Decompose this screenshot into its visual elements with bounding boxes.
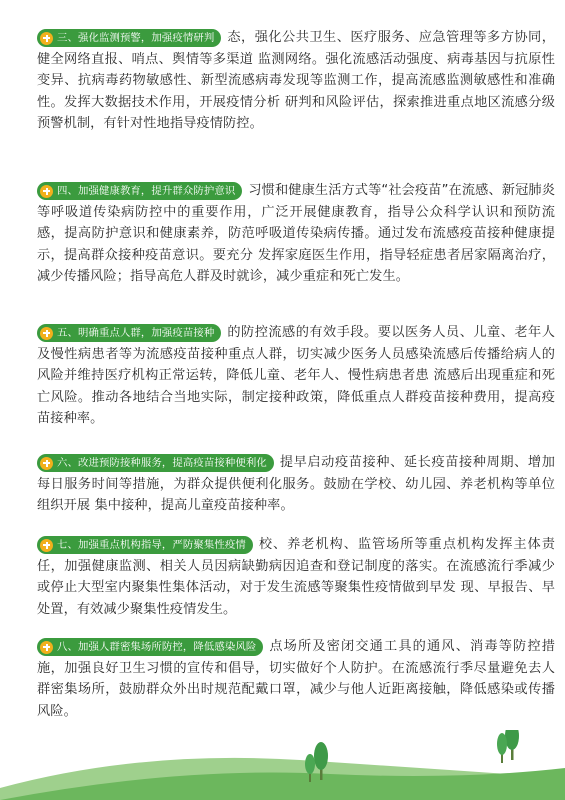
section-7-heading-tag xyxy=(37,536,253,554)
section-4-text: 习惯和健康生活方式等“社会疫苗”在流感、新冠肺炎等呼吸道传染病防控中的重要作用，广泛开展健康教育，指导公众科学认识和预防流感，提高防护意识和健康素养，防范呼吸道传染病传播。通过发布流感疫苗接种健康提示，提高群众接种疫苗意识。要充分 发挥家庭医生作用，指导轻症患者居家隔离治疗，减少传播风险；指导高危人群及时就诊，减少重症和死亡发生。 xyxy=(37,183,555,285)
section-3 xyxy=(37,27,555,135)
section-5-text: 的防控流感的有效手段。要以医务人员、儿童、老年人及慢性病患者等为流感疫苗接种重点人群，切实减少医务人员感染流感后传播给病人的风险并维持医疗机构正常运转，降低儿童、老年人、慢性病患者患 流感后出现重症和死亡风险。推动各地结合当地实际，制定接种政策，降低重点人群疫苗接种费用，提高疫苗接种率。 xyxy=(37,325,555,427)
section-5-heading: 五、明确重点人群，加强疫苗接种 xyxy=(57,327,215,339)
tree-icon xyxy=(505,730,519,760)
section-7-text: 校、养老机构、监管场所等重点机构发挥主体责任，加强健康监测、相关人员因病缺勤病因追查和登记制度的落实。在流感流行季减少或停止大型室内聚集性集体活动，对于发生流感等聚集性疫情做到早发 现、早报告、早处置，有效减少聚集性疫情发生。 xyxy=(37,537,555,617)
section-5 xyxy=(37,322,555,430)
section-3-text: 态，强化公共卫生、医疗服务、应急管理等多方协同，健全网络直报、哨点、舆情等多渠道 监测网络。强化流感活动强度、病毒基因与抗原性变异、抗病毒药物敏感性、新型流感病毒发现等监测工作，提高流感监测敏感性和准确性。发挥大数据技术作用，开展疫情分析 研判和风险评估，探索推进重点地区流感分级预警机制，有针对性地指导疫情防控。 xyxy=(37,30,555,132)
plus-icon xyxy=(40,457,53,470)
green-hills-decoration xyxy=(0,730,565,800)
section-3-heading-tag xyxy=(37,29,221,47)
section-8 xyxy=(37,636,555,722)
section-6-heading-tag xyxy=(37,454,274,472)
section-6 xyxy=(37,452,555,517)
section-8-heading: 八、加强人群密集场所防控，降低感染风险 xyxy=(57,641,257,653)
section-3-paragraph xyxy=(37,27,555,135)
section-7-paragraph xyxy=(37,534,555,620)
section-7 xyxy=(37,534,555,620)
section-8-paragraph xyxy=(37,636,555,722)
section-6-paragraph xyxy=(37,452,555,517)
section-4-heading-tag xyxy=(37,182,242,200)
section-5-paragraph xyxy=(37,322,555,430)
plus-icon xyxy=(40,539,53,552)
section-7-heading: 七、加强重点机构指导，严防聚集性疫情 xyxy=(57,539,246,551)
plus-icon xyxy=(40,185,53,198)
section-6-heading: 六、改进预防接种服务，提高疫苗接种便利化 xyxy=(57,457,267,469)
section-3-heading: 三、强化监测预警，加强疫情研判 xyxy=(57,32,215,44)
tree-icon xyxy=(497,733,507,763)
plus-icon xyxy=(40,32,53,45)
plus-icon xyxy=(40,641,53,654)
section-6-text: 提早启动疫苗接种、延长疫苗接种周期、增加每日服务时间等措施，为群众提供便利化服务。鼓励在学校、幼儿园、养老机构等单位组织开展 集中接种，提高儿童疫苗接种率。 xyxy=(37,455,555,514)
section-8-heading-tag xyxy=(37,638,263,656)
section-8-text: 点场所及密闭交通工具的通风、消毒等防控措施，加强良好卫生习惯的宣传和倡导，切实做好个人防护。在流感流行季尽量避免去人群密集场所，鼓励群众外出时规范配戴口罩，减少与他人近距离接触，降低感染或传播风险。 xyxy=(37,639,555,719)
section-4 xyxy=(37,180,555,288)
section-4-heading: 四、加强健康教育，提升群众防护意识 xyxy=(57,185,236,197)
section-5-heading-tag xyxy=(37,324,221,342)
section-4-paragraph xyxy=(37,180,555,288)
plus-icon xyxy=(40,327,53,340)
